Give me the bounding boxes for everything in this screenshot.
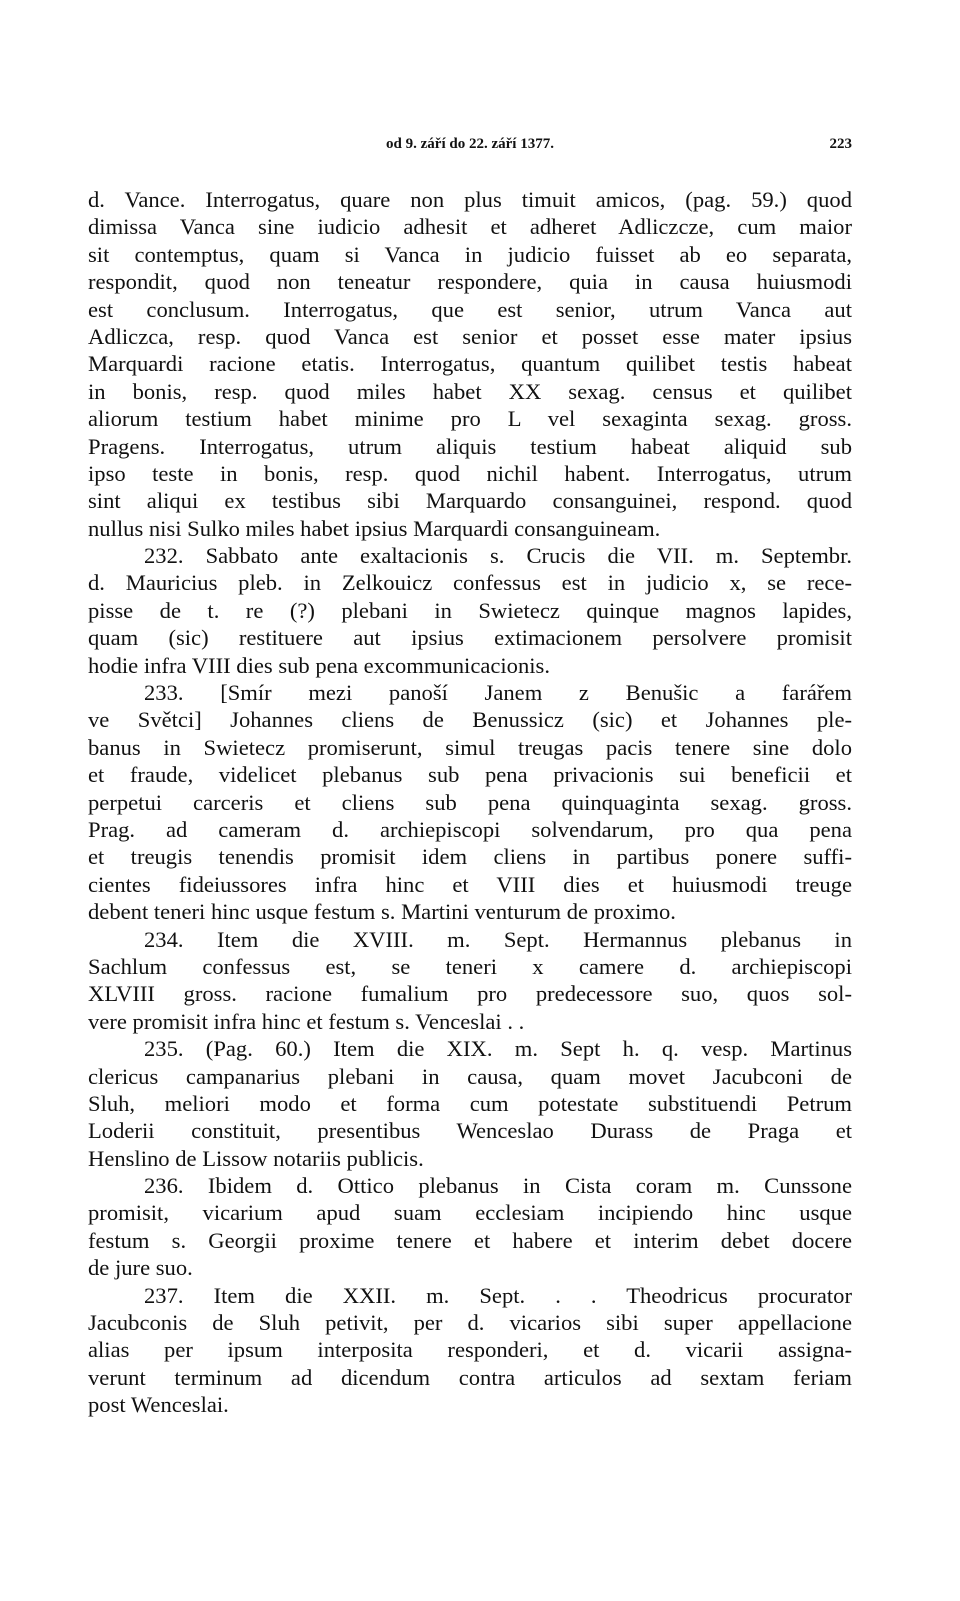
text-line: Loderii constituit, presentibus Wenceslao Durass de Praga et: [88, 1118, 852, 1144]
text-line: 237. Item die XXII. m. Sept. . . Theodricus procurator: [144, 1282, 852, 1308]
text-line: est conclusum. Interrogatus, que est senior, utrum Vanca aut: [88, 296, 852, 322]
running-title: od 9. září do 22. září 1377.: [386, 136, 554, 152]
text-line: pisse de t. re (?) plebani in Swietecz quinque magnos lapides,: [88, 597, 852, 623]
text-line: verunt terminum ad dicendum contra articulos ad sextam feriam: [88, 1364, 852, 1390]
text-line: ipso teste in bonis, resp. quod nichil habent. Interrogatus, utrum: [88, 460, 852, 486]
page-header: [88, 136, 852, 160]
text-line: d. Vance. Interrogatus, quare non plus timuit amicos, (pag. 59.) quod: [88, 187, 852, 212]
text-line: sint aliqui ex testibus sibi Marquardo consanguinei, respond. quod: [88, 488, 852, 514]
text-line: debent teneri hinc usque festum s. Martini venturum de proximo.: [88, 899, 676, 925]
text-line: quam (sic) restituere aut ipsius extimacionem persolvere promisit: [88, 625, 852, 651]
text-line: Adliczca, resp. quod Vanca est senior et posset esse mater ipsius: [88, 323, 852, 349]
text-line: et treugis tenendis promisit idem cliens in partibus ponere suffi-: [88, 844, 852, 870]
text-line: hodie infra VIII dies sub pena excommunicacionis.: [88, 652, 550, 678]
text-line: in bonis, resp. quod miles habet XX sexag. census et quilibet: [88, 378, 852, 404]
text-line: aliorum testium habet minime pro L vel sexaginta sexag. gross.: [88, 406, 852, 432]
text-line: Sachlum confessus est, se teneri x camere d. archiepiscopi: [88, 953, 852, 979]
text-line: de jure suo.: [88, 1255, 193, 1281]
text-line: post Wenceslai.: [88, 1392, 229, 1418]
text-line: clericus campanarius plebani in causa, quam movet Jacubconi de: [88, 1063, 852, 1089]
text-line: Henslino de Lissow notariis publicis.: [88, 1145, 424, 1171]
text-line: Pragens. Interrogatus, utrum aliquis testium habeat aliquid sub: [88, 433, 852, 459]
text-line: XLVIII gross. racione fumalium pro predecessore suo, quos sol-: [88, 981, 852, 1007]
text-line: perpetui carceris et cliens sub pena quinquaginta sexag. gross.: [88, 789, 852, 815]
document-body: [88, 186, 852, 1419]
text-line: banus in Swietecz promiserunt, simul treugas pacis tenere sine dolo: [88, 734, 852, 760]
text-line: et fraude, videlicet plebanus sub pena privacionis sui beneficii et: [88, 762, 852, 788]
text-line: vere promisit infra hinc et festum s. Venceslai . .: [88, 1008, 525, 1034]
text-line: 235. (Pag. 60.) Item die XIX. m. Sept h. q. vesp. Martinus: [144, 1036, 852, 1062]
text-line: sit contemptus, quam si Vanca in judicio fuisset ab eo separata,: [88, 241, 852, 267]
text-line: 233. [Smír mezi panoší Janem z Benušic a farářem: [144, 680, 852, 706]
text-line: alias per ipsum interposita responderi, et d. vicarii assigna-: [88, 1337, 852, 1363]
text-line: 232. Sabbato ante exaltacionis s. Crucis die VII. m. Septembr.: [144, 543, 852, 569]
text-line: 234. Item die XVIII. m. Sept. Hermannus plebanus in: [144, 926, 852, 952]
text-line: Sluh, meliori modo et forma cum potestate substituendi Petrum: [88, 1090, 852, 1116]
page-number: 223: [829, 136, 852, 152]
text-line: promisit, vicarium apud suam ecclesiam incipiendo hinc usque: [88, 1200, 852, 1226]
text-line: nullus nisi Sulko miles habet ipsius Marquardi consanguineam.: [88, 515, 661, 541]
text-line: ve Světci] Johannes cliens de Benussicz (sic) et Johannes ple-: [88, 707, 852, 733]
text-line: Jacubconis de Sluh petivit, per d. vicarios sibi super appellacione: [88, 1310, 852, 1336]
text-line: Marquardi racione etatis. Interrogatus, quantum quilibet testis habeat: [88, 351, 852, 377]
text-line: dimissa Vanca sine iudicio adhesit et adheret Adliczcze, cum maior: [88, 214, 852, 240]
text-line: Prag. ad cameram d. archiepiscopi solvendarum, pro qua pena: [88, 816, 852, 842]
text-line: festum s. Georgii proxime tenere et habere et interim debet docere: [88, 1227, 852, 1253]
text-line: respondit, quod non teneatur respondere, quia in causa huiusmodi: [88, 269, 852, 295]
text-line: cientes fideiussores infra hinc et VIII dies et huiusmodi treuge: [88, 871, 852, 897]
text-line: d. Mauricius pleb. in Zelkouicz confessus est in judicio x, se rece-: [88, 570, 852, 596]
text-line: 236. Ibidem d. Ottico plebanus in Cista coram m. Cunssone: [144, 1173, 852, 1199]
